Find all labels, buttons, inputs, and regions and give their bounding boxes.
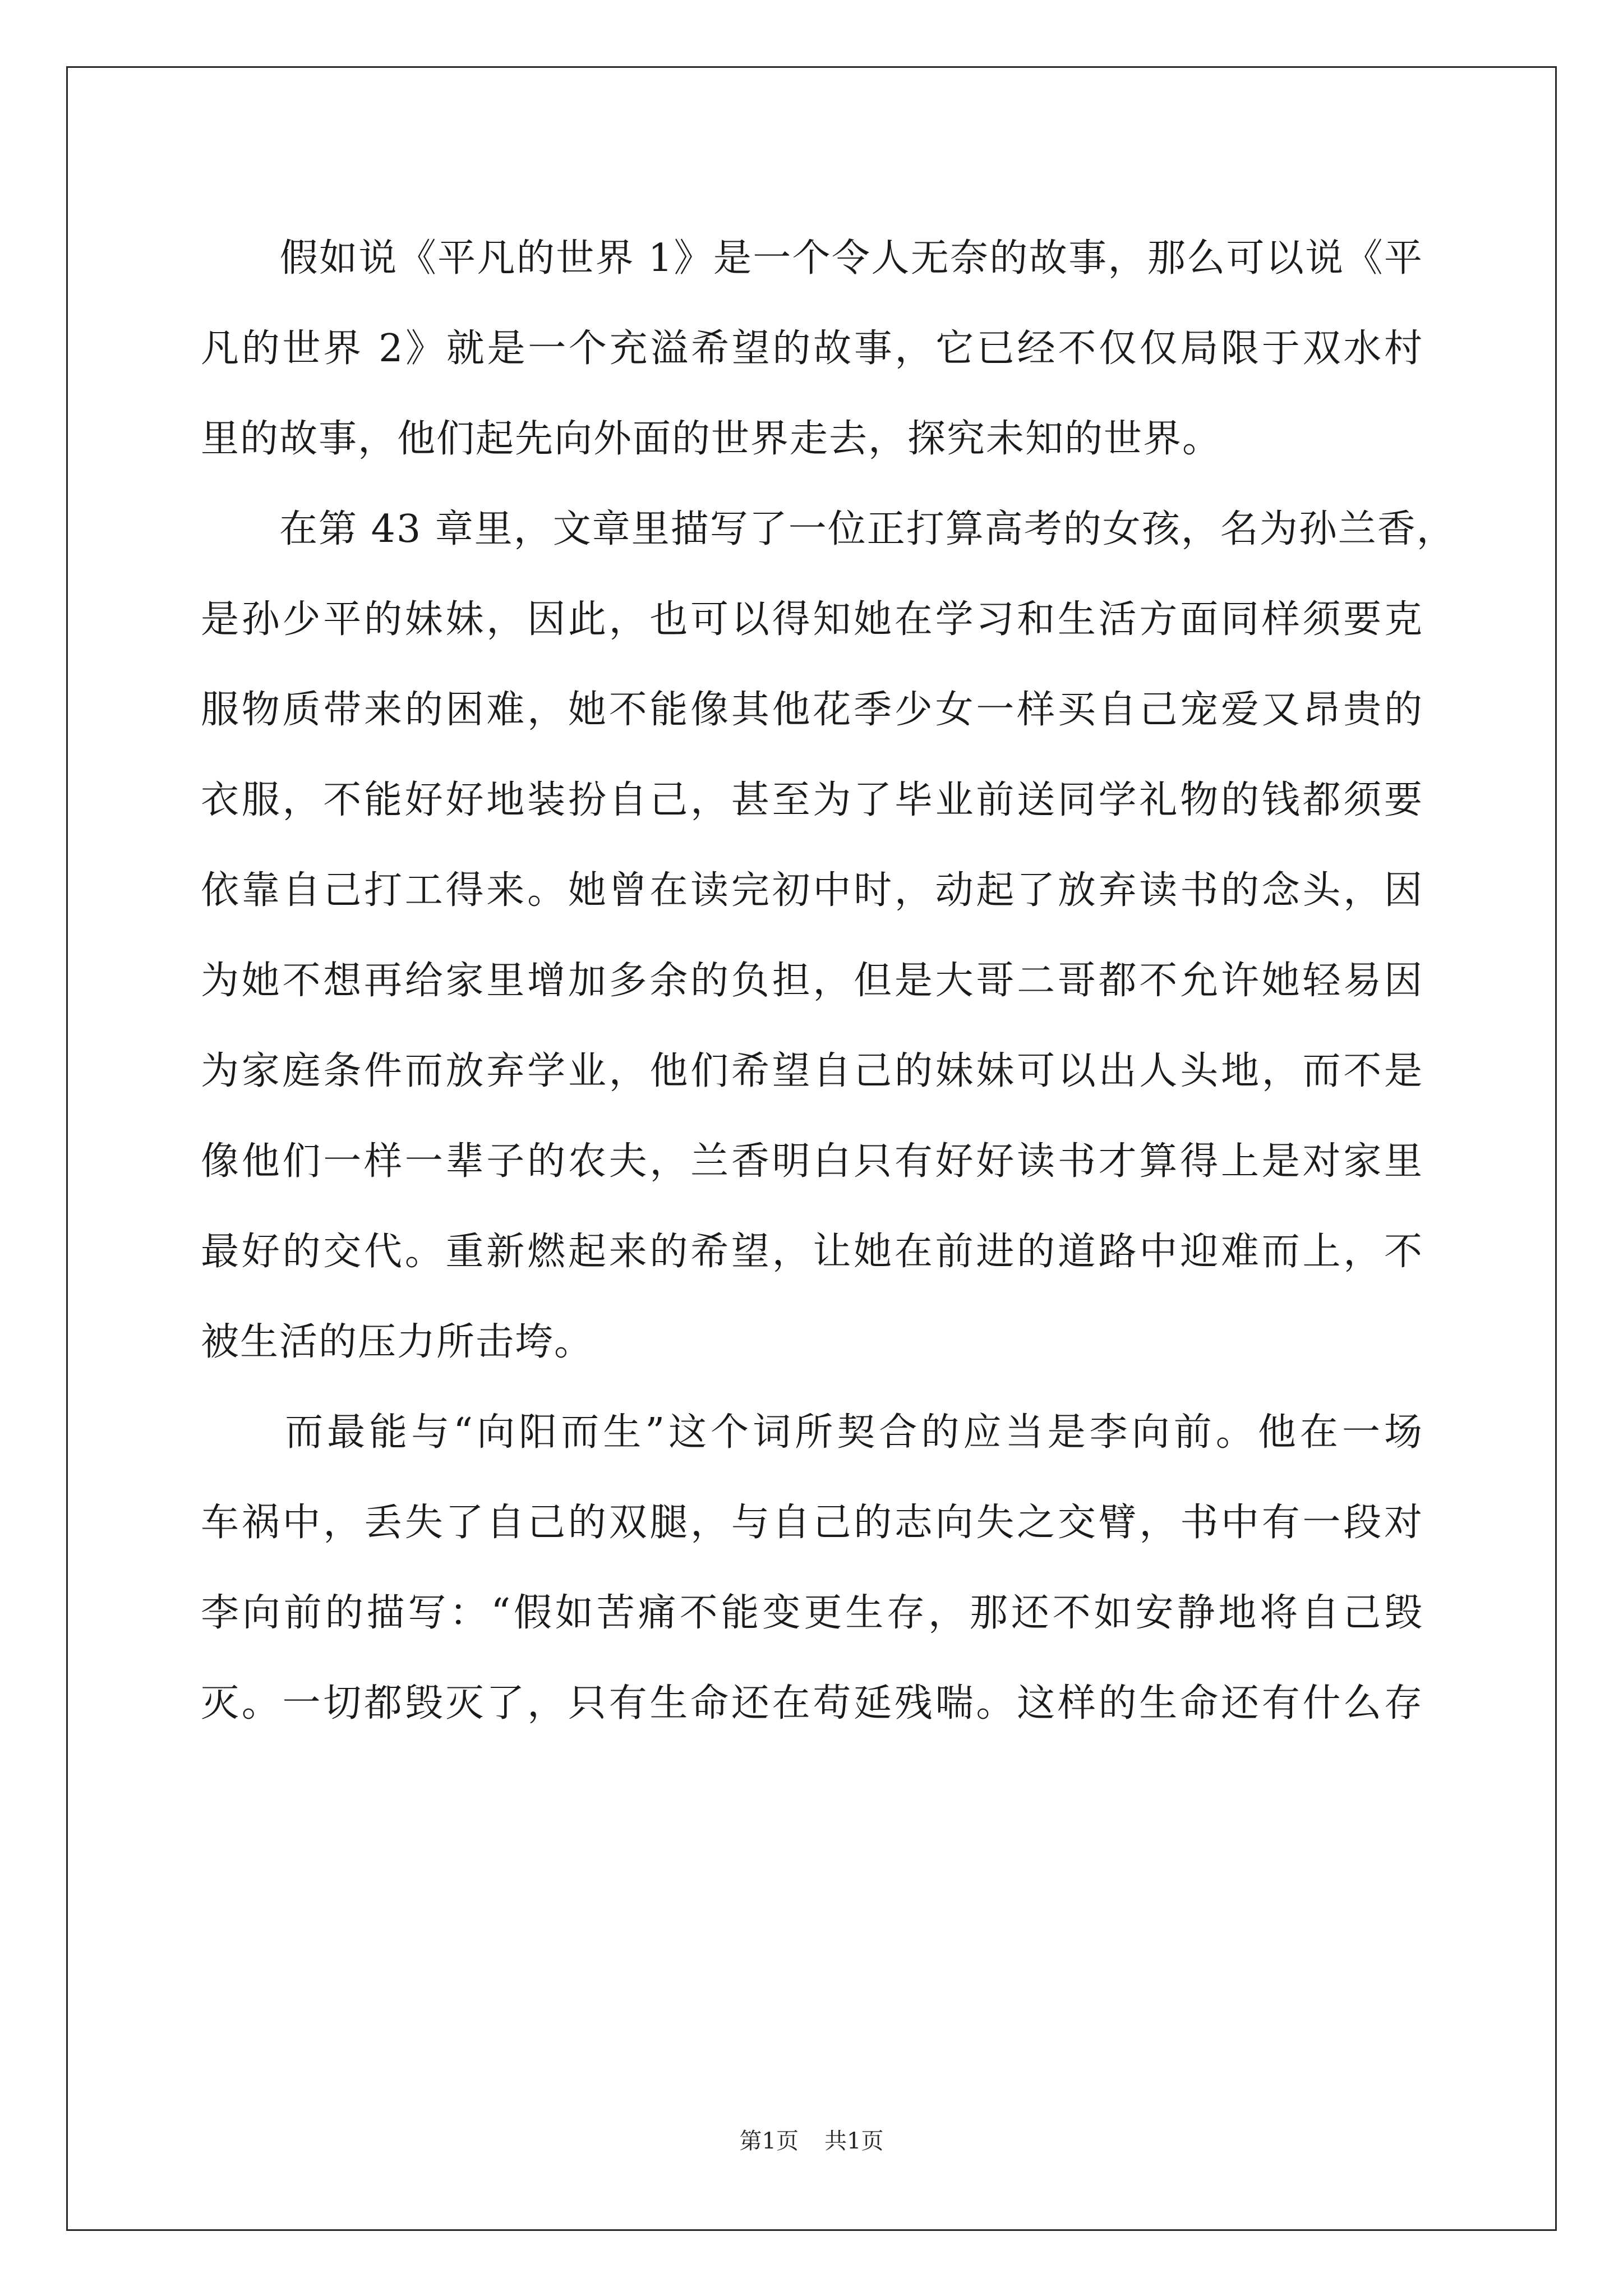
text-line: 像他们一样一辈子的农夫，兰香明白只有好好读书才算得上是对家里 <box>201 1139 1423 1184</box>
document-body <box>201 213 1456 1749</box>
text-line: 在第 43 章里，文章里描写了一位正打算高考的女孩，名为孙兰香， <box>201 507 1456 551</box>
text-line: 而最能与“向阳而生”这个词所契合的应当是李向前。他在一场 <box>201 1410 1423 1455</box>
text-line: 依靠自己打工得来。她曾在读完初中时，动起了放弃读书的念头，因 <box>201 868 1423 913</box>
text-line: 衣服，不能好好地装扮自己，甚至为了毕业前送同学礼物的钱都须要 <box>201 778 1423 822</box>
page-number: 第1页 <box>739 2128 799 2154</box>
text-line: 凡的世界 2》就是一个充溢希望的故事，它已经不仅仅局限于双水村 <box>201 326 1423 371</box>
text-line: 灭。一切都毁灭了，只有生命还在苟延残喘。这样的生命还有什么存 <box>201 1681 1423 1726</box>
text-line: 为家庭条件而放弃学业，他们希望自己的妹妹可以出人头地，而不是 <box>201 1049 1423 1093</box>
text-line: 被生活的压力所击垮。 <box>201 1320 594 1364</box>
text-line: 最好的交代。重新燃起来的希望，让她在前进的道路中迎难而上，不 <box>201 1230 1423 1274</box>
text-line: 是孙少平的妹妹，因此，也可以得知她在学习和生活方面同样须要克 <box>201 597 1423 642</box>
page-total: 共1页 <box>824 2128 884 2154</box>
text-line: 为她不想再给家里增加多余的负担，但是大哥二哥都不允许她轻易因 <box>201 959 1423 1003</box>
text-line: 假如说《平凡的世界 1》是一个令人无奈的故事，那么可以说《平 <box>201 236 1423 280</box>
text-line: 服物质带来的困难，她不能像其他花季少女一样买自己宠爱又昂贵的 <box>201 688 1423 732</box>
page-footer <box>0 2123 1623 2155</box>
text-line: 里的故事，他们起先向外面的世界走去，探究未知的世界。 <box>201 417 1222 461</box>
text-line: 李向前的描写：“假如苦痛不能变更生存，那还不如安静地将自己毁 <box>201 1591 1423 1635</box>
text-line: 车祸中，丢失了自己的双腿，与自己的志向失之交臂，书中有一段对 <box>201 1501 1423 1545</box>
